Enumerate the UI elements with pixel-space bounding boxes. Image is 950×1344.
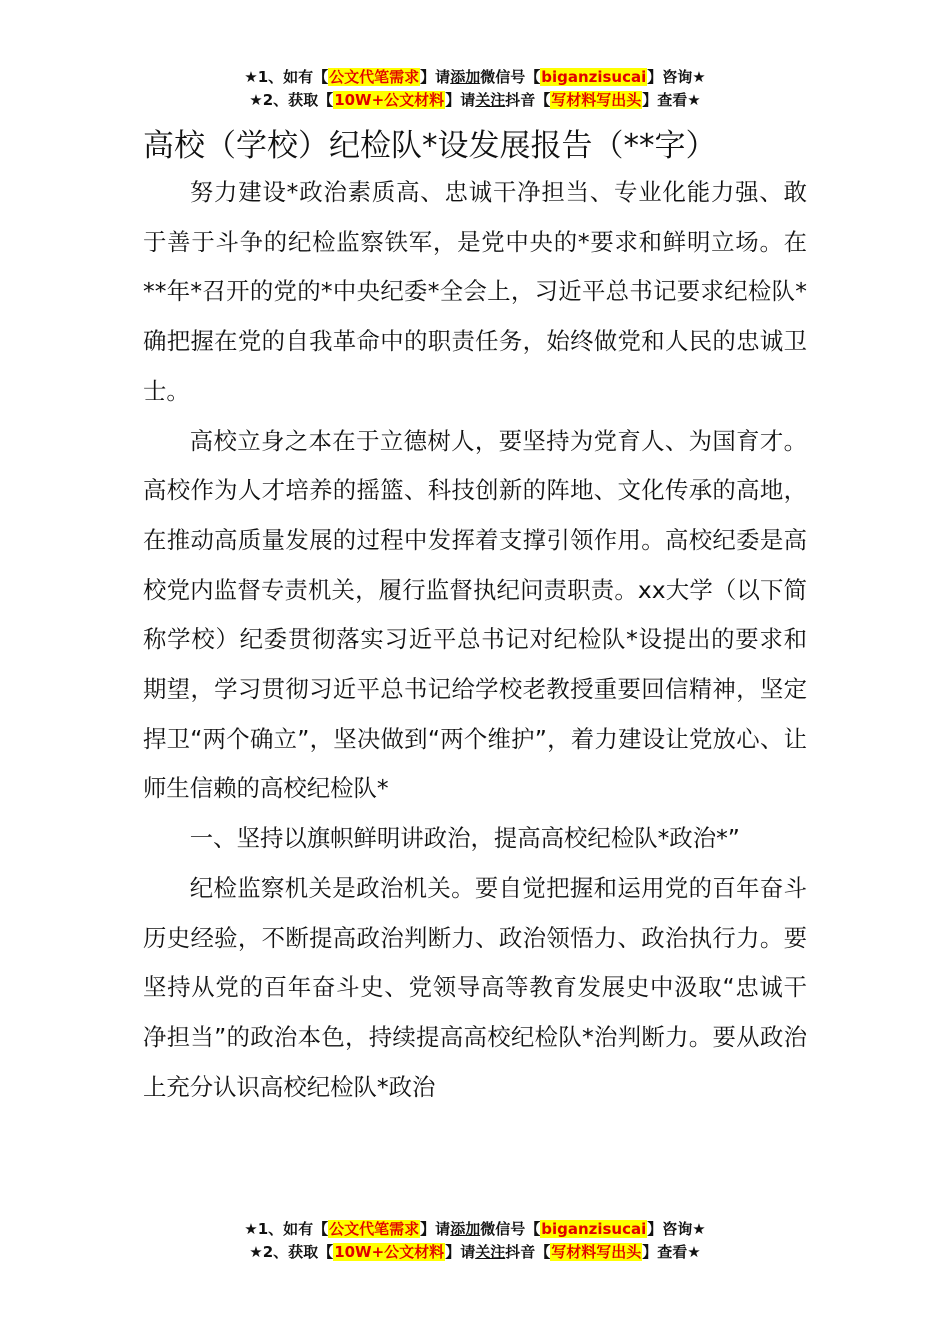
promo-highlight: 公文代笔需求 xyxy=(329,68,420,86)
section-heading-1: 一、坚持以旗帜鲜明讲政治，提高高校纪检队*政治*” xyxy=(189,824,740,853)
promo-wechat-id: biganzisucai xyxy=(541,68,647,86)
paragraph-2: 高校立身之本在于立德树人，要坚持为党育人、为国育才。高校作为人才培养的摇篮、科技创新的阵地、文化传承的高地，在推动高质量发展的过程中发挥着支撑引领作用。高校纪委是高校党内监督专责机关，履行监督执纪问责职责。xx大学（以下简称学校）纪委贯彻落实习近平总书记对纪检队*设提出的要求和期望，学习贯彻习近平总书记给学校老教授重要回信精神，坚定捍卫“两个确立”，坚决做到“两个维护”，着力建设让党放心、让师生信赖的高校纪检队* xyxy=(143,426,807,803)
promo-line-1 xyxy=(0,66,950,89)
promo-text: ★2、获取【 xyxy=(249,1243,334,1261)
promo-text: ★2、获取【 xyxy=(249,91,334,109)
promo-douyin-id: 写材料写出头 xyxy=(551,1243,642,1261)
document-title: 高校（学校）纪检队*设发展报告（**字） xyxy=(143,128,717,164)
promo-underline: 关注 xyxy=(475,1243,506,1261)
document-body xyxy=(143,168,807,1112)
promo-text: 微信号【 xyxy=(480,1220,541,1238)
promo-text: 】请 xyxy=(420,1220,451,1238)
promo-line-1 xyxy=(0,1218,950,1241)
promo-text: 】咨询★ xyxy=(647,68,706,86)
promo-underline: 关注 xyxy=(475,91,506,109)
promo-underline: 添加 xyxy=(450,68,481,86)
promo-highlight: 10W+公文材料 xyxy=(334,1243,445,1261)
promo-douyin-id: 写材料写出头 xyxy=(551,91,642,109)
promo-banner-top xyxy=(0,66,950,112)
promo-text: 】查看★ xyxy=(642,1243,701,1261)
promo-line-2 xyxy=(0,1241,950,1264)
promo-text: ★1、如有【 xyxy=(244,1220,329,1238)
promo-text: 抖音【 xyxy=(505,1243,551,1261)
promo-text: 】请 xyxy=(420,68,451,86)
promo-banner-bottom xyxy=(0,1218,950,1264)
promo-line-2 xyxy=(0,89,950,112)
promo-text: 】查看★ xyxy=(642,91,701,109)
paragraph-3: 纪检监察机关是政治机关。要自觉把握和运用党的百年奋斗历史经验，不断提高政治判断力、政治领悟力、政治执行力。要坚持从党的百年奋斗史、党领导高等教育发展史中汲取“忠诚干净担当”的政治本色，持续提高高校纪检队*治判断力。要从政治上充分认识高校纪检队*政治 xyxy=(143,873,807,1101)
promo-text: 】咨询★ xyxy=(647,1220,706,1238)
promo-highlight: 公文代笔需求 xyxy=(329,1220,420,1238)
promo-text: 】请 xyxy=(445,1243,476,1261)
promo-text: 抖音【 xyxy=(505,91,551,109)
promo-text: 】请 xyxy=(445,91,476,109)
promo-text: ★1、如有【 xyxy=(244,68,329,86)
paragraph-1: 努力建设*政治素质高、忠诚干净担当、专业化能力强、敢于善于斗争的纪检监察铁军，是党中央的*要求和鲜明立场。在**年*召开的党的*中央纪委*全会上，习近平总书记要求纪检队*确把握在党的自我革命中的职责任务，始终做党和人民的忠诚卫士。 xyxy=(143,178,807,405)
promo-highlight: 10W+公文材料 xyxy=(334,91,445,109)
promo-text: 微信号【 xyxy=(480,68,541,86)
promo-wechat-id: biganzisucai xyxy=(541,1220,647,1238)
promo-underline: 添加 xyxy=(450,1220,481,1238)
